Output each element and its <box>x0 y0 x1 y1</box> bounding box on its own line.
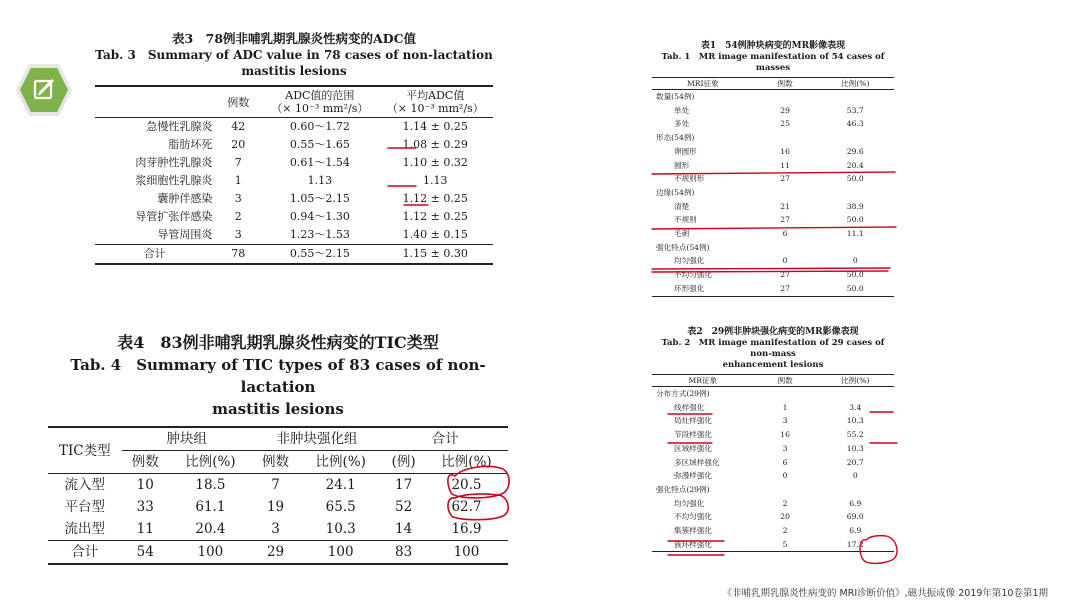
table3-title-en: Tab. 3 Summary of ADC value in 78 cases of non-lactation <box>95 48 493 62</box>
table-cell: 11 <box>136 521 154 537</box>
table-row <box>652 145 894 159</box>
group-header-row <box>652 186 894 200</box>
table1 <box>652 40 894 297</box>
row-label: 强化特点(29例) <box>656 484 710 494</box>
group-header-row <box>652 90 894 104</box>
citation-footer: 《非哺乳期乳腺炎性病变的 MRI诊断价值》,磁共振成像 2019年第10卷第1期 <box>722 588 1048 599</box>
table-cell: 6 <box>782 229 788 239</box>
table-cell: 50.0 <box>846 215 864 225</box>
row-label: 不规则 <box>674 215 697 225</box>
row-label: 分布方式(29例) <box>656 389 710 398</box>
table-cell <box>817 241 894 255</box>
row-label: 形态(54例) <box>656 133 695 143</box>
table-cell: 10 <box>136 477 154 493</box>
table-cell: 1.23～1.53 <box>289 228 350 241</box>
table-cell: 65.5 <box>325 499 356 515</box>
table3-title-cn: 表3 78例非哺乳期乳腺炎性病变的ADC值 <box>171 31 417 46</box>
row-label: 不均匀强化 <box>674 270 712 280</box>
table-cell: 42 <box>231 120 246 133</box>
table4-subheader-ratio: 比例(%) <box>299 451 382 474</box>
table-row <box>652 268 894 282</box>
table-cell: 27 <box>780 270 790 280</box>
table-row <box>652 159 894 173</box>
table-cell: 55.2 <box>846 430 864 440</box>
table-row <box>95 136 493 154</box>
table-row <box>652 524 894 538</box>
row-label: 浆细胞性乳腺炎 <box>135 174 213 187</box>
table-cell: 20.4 <box>846 160 864 170</box>
table2 <box>652 326 894 552</box>
table-cell: 62.7 <box>451 499 482 515</box>
row-label: 区域样强化 <box>674 443 712 453</box>
table-row <box>95 226 493 245</box>
table4-subheader-count: 例数 <box>252 451 299 474</box>
table-cell: 0 <box>782 256 788 266</box>
table-row <box>652 442 894 456</box>
row-label: 均匀强化 <box>674 256 705 266</box>
row-label: 多处 <box>674 119 690 129</box>
table-cell <box>754 186 817 200</box>
table4-title-cn: 表4 83例非哺乳期乳腺炎性病变的TIC类型 <box>117 333 439 352</box>
table1-header: MRI征象 <box>652 78 754 90</box>
table3-header-range: ADC值的范围 <box>285 89 355 102</box>
row-label: 环形强化 <box>652 282 754 296</box>
table-row <box>95 118 493 137</box>
table-row <box>652 469 894 483</box>
table2-body <box>652 387 894 552</box>
table-row <box>95 172 493 190</box>
table3-total-row: 合计 78 0.55～2.15 1.15 ± 0.30 <box>95 245 493 265</box>
table-cell: 61.1 <box>195 499 226 515</box>
table-row <box>652 497 894 511</box>
group-header-row <box>652 483 894 497</box>
table1-title-cn: 表1 54例肿块病变的MR影像表现 <box>700 41 846 51</box>
table-cell: 0 <box>852 256 858 266</box>
table-row <box>48 474 508 497</box>
row-label: 平台型 <box>64 499 106 515</box>
table-cell: 0.60～1.72 <box>289 120 350 133</box>
table-cell: 7 <box>271 477 280 493</box>
table-cell: 1.14 ± 0.25 <box>402 120 468 133</box>
table-cell: 2 <box>234 210 242 223</box>
row-label: 集簇样强化 <box>674 526 712 536</box>
table-cell: 50.0 <box>846 270 864 280</box>
table3-header-range-unit: （× 10⁻³ mm²/s） <box>271 102 369 115</box>
table4-header-mass: 肿块组 <box>122 427 252 451</box>
table-cell: 24.1 <box>325 477 356 493</box>
table-cell <box>817 186 894 200</box>
table-cell: 17 <box>394 477 413 493</box>
table-cell: 14 <box>394 521 413 537</box>
table-cell: 3.4 <box>849 402 862 412</box>
table-cell: 27 <box>780 215 790 225</box>
table-cell: 1.10 ± 0.32 <box>402 156 468 169</box>
table4-body <box>48 474 508 541</box>
table4-total-row: 合计 54 100 29 100 83 100 <box>48 541 508 565</box>
row-label: 不均匀强化 <box>674 512 712 522</box>
table-row <box>48 496 508 518</box>
table-cell <box>754 90 817 104</box>
group-header-row <box>652 131 894 145</box>
row-label: 囊肿伴感染 <box>157 192 213 205</box>
group-header-row <box>652 387 894 401</box>
table2-grid <box>652 374 894 552</box>
table-cell: 2 <box>782 526 788 536</box>
table-cell: 1 <box>782 402 788 412</box>
table-row <box>652 104 894 118</box>
table-row <box>652 117 894 131</box>
table4 <box>48 332 508 565</box>
table-cell: 6.9 <box>849 498 862 508</box>
table-row <box>652 510 894 524</box>
table-cell <box>754 387 817 401</box>
table-row <box>652 172 894 186</box>
table-cell: 18.5 <box>195 477 226 493</box>
table-cell: 1.13 <box>307 174 333 187</box>
table-cell: 11.1 <box>846 229 864 239</box>
table-row <box>652 213 894 227</box>
table-cell: 6.9 <box>849 526 862 536</box>
table-cell: 16 <box>780 146 790 156</box>
edit-icon <box>14 60 74 120</box>
row-label: 圆形 <box>674 160 690 170</box>
table-cell: 3 <box>234 192 242 205</box>
table-cell: 21 <box>780 201 790 211</box>
table1-header: 比例(%) <box>817 78 894 90</box>
table-cell: 29.6 <box>846 146 864 156</box>
table-cell: 25 <box>780 119 790 129</box>
group-header-row <box>652 241 894 255</box>
table-row <box>652 401 894 415</box>
table-cell: 20 <box>231 138 246 151</box>
table3-header-count: 例数 <box>227 95 250 109</box>
table-cell: 0 <box>852 471 858 481</box>
table-cell <box>817 387 894 401</box>
table-cell: 27 <box>780 174 790 184</box>
table4-subheader-count: 例数 <box>122 451 169 474</box>
table2-header: 例数 <box>754 375 817 387</box>
table-cell: 46.3 <box>846 119 864 129</box>
table-cell: 1.12 ± 0.25 <box>402 192 468 205</box>
table-row <box>95 190 493 208</box>
table3 <box>95 30 493 265</box>
table3-body <box>95 118 493 245</box>
row-label: 导管扩张伴感染 <box>135 210 213 223</box>
table4-title-en: Tab. 4 Summary of TIC types of 83 cases of non-lactation <box>70 356 486 396</box>
row-label: 均匀强化 <box>674 498 705 508</box>
row-label: 卵圆形 <box>674 146 697 156</box>
table-cell: 29 <box>780 105 790 115</box>
table2-title-cn: 表2 29例非肿块强化病变的MR影像表现 <box>687 327 859 337</box>
table-cell: 1.05～2.15 <box>289 192 350 205</box>
table-cell <box>754 483 817 497</box>
table1-body <box>652 90 894 297</box>
table-cell <box>754 131 817 145</box>
table-cell: 1.12 ± 0.25 <box>402 210 468 223</box>
table1-grid <box>652 77 894 297</box>
table-row <box>95 208 493 226</box>
table3-header-mean-unit: （× 10⁻³ mm²/s） <box>386 102 484 115</box>
table-row <box>652 428 894 442</box>
row-label: 局灶样强化 <box>674 416 712 426</box>
row-label: 清楚 <box>674 201 690 211</box>
table-cell: 1.40 ± 0.15 <box>402 228 468 241</box>
table-cell: 69.0 <box>846 512 864 522</box>
table4-header-nonmass: 非肿块强化组 <box>252 427 382 451</box>
table-cell: 20.5 <box>451 477 482 493</box>
table2-header: 比例(%) <box>817 375 894 387</box>
table-cell: 0.55～1.65 <box>289 138 350 151</box>
table-cell: 50.0 <box>846 174 864 184</box>
table-cell <box>817 90 894 104</box>
table-cell: 0.61～1.54 <box>289 156 350 169</box>
table-cell: 33 <box>136 499 154 515</box>
table4-subheader-ratio: 比例(%) <box>425 451 508 474</box>
table-cell <box>817 483 894 497</box>
table-row <box>48 518 508 541</box>
table4-subheader-ratio: 比例(%) <box>169 451 252 474</box>
table2-title-en-2: enhancement lesions <box>722 360 824 370</box>
row-label: 弥漫样强化 <box>674 471 712 481</box>
row-label: 数量(54例) <box>656 92 695 101</box>
table-cell <box>817 131 894 145</box>
table-cell: 3 <box>782 443 788 453</box>
table-cell: 2 <box>782 498 788 508</box>
table-cell: 0.94～1.30 <box>289 210 350 223</box>
table-cell: 27 <box>754 282 817 296</box>
table3-grid <box>95 85 493 265</box>
table-cell: 10.3 <box>846 416 864 426</box>
table-cell: 10.3 <box>846 443 864 453</box>
row-label: 边缘(54例) <box>656 187 695 197</box>
row-label: 线样强化 <box>674 402 705 412</box>
table-row <box>652 282 894 296</box>
row-label: 脂肪坏死 <box>168 138 213 151</box>
table-cell: 19 <box>266 499 285 515</box>
row-label: 强化特点(54例) <box>656 242 710 252</box>
table4-grid <box>48 426 508 565</box>
table-row <box>652 227 894 241</box>
table-row <box>95 154 493 172</box>
table-row <box>652 200 894 214</box>
table-cell: 3 <box>271 521 280 537</box>
table-cell: 1.08 ± 0.29 <box>402 138 468 151</box>
table-cell: 1 <box>234 174 242 187</box>
table3-title-en-2: mastitis lesions <box>241 64 347 78</box>
table-cell <box>754 241 817 255</box>
table-row <box>652 456 894 470</box>
table-cell: 3 <box>782 416 788 426</box>
row-label: 簇环样强化 <box>652 538 754 552</box>
row-label: 肉芽肿性乳腺炎 <box>135 156 213 169</box>
table-cell: 11 <box>780 160 790 170</box>
table4-subheader-count: (例) <box>382 451 425 474</box>
table-cell: 38.9 <box>846 201 864 211</box>
table-cell: 50.0 <box>817 282 894 296</box>
table1-title-en: Tab. 1 MR image manifestation of 54 cases of masses <box>661 52 885 73</box>
table2-header: MR征象 <box>652 375 754 387</box>
row-label: 单处 <box>674 105 690 115</box>
table-cell: 7 <box>234 156 242 169</box>
table-cell: 10.3 <box>325 521 356 537</box>
row-label: 急慢性乳腺炎 <box>146 120 213 133</box>
table-cell: 6 <box>782 457 788 467</box>
table2-title-en: Tab. 2 MR image manifestation of 29 cases of non-mass <box>661 338 885 359</box>
table4-header-total: 合计 <box>382 427 508 451</box>
table-cell: 3 <box>234 228 242 241</box>
row-label: 多区域样强化 <box>674 457 720 467</box>
table-cell: 53.7 <box>846 105 864 115</box>
table-row <box>652 538 894 552</box>
table-row <box>652 254 894 268</box>
table-cell: 5 <box>754 538 817 552</box>
table4-title-en-2: mastitis lesions <box>212 400 344 418</box>
table1-header: 例数 <box>754 78 817 90</box>
table-row <box>652 414 894 428</box>
table-cell: 20 <box>780 512 790 522</box>
table3-header-mean: 平均ADC值 <box>406 89 465 102</box>
table-cell: 1.13 <box>423 174 448 187</box>
table-cell: 0 <box>782 471 788 481</box>
row-label: 流入型 <box>64 477 106 493</box>
row-label: 流出型 <box>64 521 106 537</box>
row-label: 导管周围炎 <box>157 228 213 241</box>
row-label: 节段样强化 <box>674 430 712 440</box>
table-cell: 16.9 <box>451 521 482 537</box>
row-label: 不规则形 <box>674 174 705 184</box>
table-cell: 20.4 <box>195 521 226 537</box>
table-cell: 52 <box>394 499 413 515</box>
table-cell: 17.2 <box>817 538 894 552</box>
table4-header-tic: TIC类型 <box>48 427 122 474</box>
table-cell: 16 <box>780 430 790 440</box>
table-cell: 20.7 <box>846 457 864 467</box>
row-label: 毛刺 <box>674 229 690 239</box>
